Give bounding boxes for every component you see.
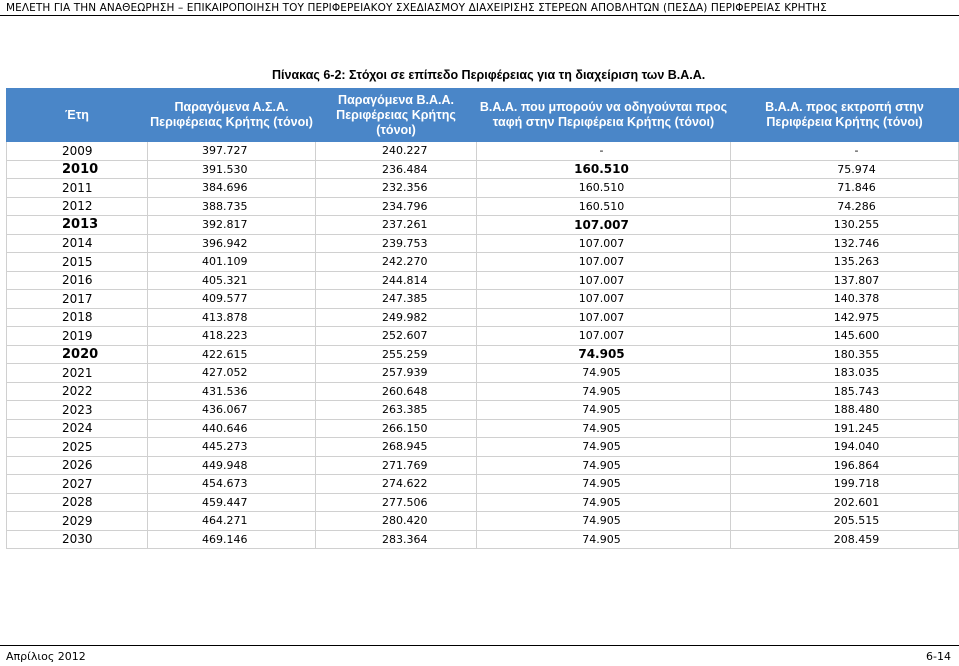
baa-landfill-cell: 74.905 (477, 512, 731, 531)
produced-asa-cell: 422.615 (148, 345, 316, 364)
header-produced-asa: Παραγόμενα Α.Σ.Α. Περιφέρειας Κρήτης (τόνοι) (148, 89, 316, 142)
year-cell: 2027 (7, 475, 148, 494)
baa-diversion-cell: 145.600 (731, 327, 959, 346)
table-caption: Πίνακας 6-2: Στόχοι σε επίπεδο Περιφέρειας για τη διαχείριση των Β.Α.Α. (272, 68, 706, 82)
produced-baa-cell: 260.648 (316, 382, 477, 401)
year-cell: 2021 (7, 364, 148, 383)
produced-baa-cell: 257.939 (316, 364, 477, 383)
produced-baa-cell: 263.385 (316, 401, 477, 420)
year-cell: 2025 (7, 438, 148, 457)
produced-asa-cell: 401.109 (148, 253, 316, 272)
produced-baa-cell: 249.982 (316, 308, 477, 327)
produced-asa-cell: 449.948 (148, 456, 316, 475)
table-row (7, 160, 959, 179)
targets-table (6, 88, 959, 549)
year-cell: 2019 (7, 327, 148, 346)
produced-asa-cell: 454.673 (148, 475, 316, 494)
baa-landfill-cell: 74.905 (477, 419, 731, 438)
header-years: Έτη (7, 89, 148, 142)
header-baa-landfill: Β.Α.Α. που μπορούν να οδηγούνται προς ταφή στην Περιφέρεια Κρήτης (τόνοι) (477, 89, 731, 142)
header-baa-diversion: Β.Α.Α. προς εκτροπή στην Περιφέρεια Κρήτης (τόνοι) (731, 89, 959, 142)
produced-baa-cell: 252.607 (316, 327, 477, 346)
table-body (7, 142, 959, 549)
table-row (7, 271, 959, 290)
header-produced-baa: Παραγόμενα Β.Α.Α. Περιφέρειας Κρήτης (τόνοι) (316, 89, 477, 142)
baa-landfill-cell: 74.905 (477, 401, 731, 420)
baa-diversion-cell: 208.459 (731, 530, 959, 549)
produced-baa-cell: 268.945 (316, 438, 477, 457)
year-cell: 2010 (7, 160, 148, 179)
baa-landfill-cell: 160.510 (477, 160, 731, 179)
produced-baa-cell: 283.364 (316, 530, 477, 549)
baa-landfill-cell: 107.007 (477, 216, 731, 235)
produced-baa-cell: 234.796 (316, 197, 477, 216)
baa-landfill-cell: 107.007 (477, 327, 731, 346)
table-row (7, 530, 959, 549)
produced-asa-cell: 391.530 (148, 160, 316, 179)
produced-baa-cell: 239.753 (316, 234, 477, 253)
baa-diversion-cell: 185.743 (731, 382, 959, 401)
table-header-row (7, 89, 959, 142)
table-row (7, 493, 959, 512)
table-row (7, 197, 959, 216)
produced-baa-cell: 277.506 (316, 493, 477, 512)
baa-landfill-cell: 74.905 (477, 364, 731, 383)
produced-baa-cell: 274.622 (316, 475, 477, 494)
baa-diversion-cell: 135.263 (731, 253, 959, 272)
year-cell: 2029 (7, 512, 148, 531)
year-cell: 2009 (7, 142, 148, 161)
produced-baa-cell: 255.259 (316, 345, 477, 364)
baa-landfill-cell: - (477, 142, 731, 161)
table-row (7, 308, 959, 327)
baa-diversion-cell: 183.035 (731, 364, 959, 383)
baa-landfill-cell: 74.905 (477, 345, 731, 364)
baa-diversion-cell: 140.378 (731, 290, 959, 309)
produced-asa-cell: 409.577 (148, 290, 316, 309)
produced-asa-cell: 413.878 (148, 308, 316, 327)
produced-baa-cell: 232.356 (316, 179, 477, 198)
produced-baa-cell: 280.420 (316, 512, 477, 531)
table-row (7, 142, 959, 161)
year-cell: 2013 (7, 216, 148, 235)
baa-diversion-cell: 142.975 (731, 308, 959, 327)
year-cell: 2024 (7, 419, 148, 438)
baa-landfill-cell: 74.905 (477, 530, 731, 549)
produced-baa-cell: 266.150 (316, 419, 477, 438)
year-cell: 2018 (7, 308, 148, 327)
baa-diversion-cell: 74.286 (731, 197, 959, 216)
baa-diversion-cell: 71.846 (731, 179, 959, 198)
produced-baa-cell: 271.769 (316, 456, 477, 475)
produced-asa-cell: 445.273 (148, 438, 316, 457)
year-cell: 2030 (7, 530, 148, 549)
table-row (7, 327, 959, 346)
baa-diversion-cell: 205.515 (731, 512, 959, 531)
produced-asa-cell: 388.735 (148, 197, 316, 216)
footer-page-number: 6-14 (926, 650, 951, 663)
table-row (7, 419, 959, 438)
produced-baa-cell: 240.227 (316, 142, 477, 161)
baa-landfill-cell: 74.905 (477, 438, 731, 457)
produced-baa-cell: 237.261 (316, 216, 477, 235)
produced-asa-cell: 396.942 (148, 234, 316, 253)
baa-diversion-cell: 75.974 (731, 160, 959, 179)
produced-asa-cell: 427.052 (148, 364, 316, 383)
baa-diversion-cell: 180.355 (731, 345, 959, 364)
year-cell: 2011 (7, 179, 148, 198)
baa-landfill-cell: 74.905 (477, 493, 731, 512)
table-row (7, 179, 959, 198)
table-row (7, 290, 959, 309)
produced-asa-cell: 436.067 (148, 401, 316, 420)
table-row (7, 234, 959, 253)
baa-landfill-cell: 160.510 (477, 179, 731, 198)
table-row (7, 438, 959, 457)
produced-asa-cell: 440.646 (148, 419, 316, 438)
baa-diversion-cell: 202.601 (731, 493, 959, 512)
footer-date: Απρίλιος 2012 (6, 650, 86, 663)
produced-asa-cell: 431.536 (148, 382, 316, 401)
baa-landfill-cell: 74.905 (477, 456, 731, 475)
table-row (7, 475, 959, 494)
produced-asa-cell: 392.817 (148, 216, 316, 235)
baa-landfill-cell: 107.007 (477, 271, 731, 290)
produced-asa-cell: 397.727 (148, 142, 316, 161)
year-cell: 2015 (7, 253, 148, 272)
produced-asa-cell: 464.271 (148, 512, 316, 531)
year-cell: 2026 (7, 456, 148, 475)
table-row (7, 456, 959, 475)
produced-asa-cell: 405.321 (148, 271, 316, 290)
baa-landfill-cell: 107.007 (477, 234, 731, 253)
table-row (7, 253, 959, 272)
year-cell: 2023 (7, 401, 148, 420)
baa-landfill-cell: 160.510 (477, 197, 731, 216)
produced-asa-cell: 384.696 (148, 179, 316, 198)
year-cell: 2012 (7, 197, 148, 216)
produced-baa-cell: 247.385 (316, 290, 477, 309)
year-cell: 2014 (7, 234, 148, 253)
produced-baa-cell: 242.270 (316, 253, 477, 272)
header-divider (0, 15, 959, 16)
baa-diversion-cell: 199.718 (731, 475, 959, 494)
year-cell: 2017 (7, 290, 148, 309)
table-row (7, 512, 959, 531)
table-row (7, 401, 959, 420)
baa-landfill-cell: 107.007 (477, 290, 731, 309)
produced-asa-cell: 469.146 (148, 530, 316, 549)
produced-baa-cell: 244.814 (316, 271, 477, 290)
baa-diversion-cell: 191.245 (731, 419, 959, 438)
produced-baa-cell: 236.484 (316, 160, 477, 179)
table-row (7, 364, 959, 383)
produced-asa-cell: 418.223 (148, 327, 316, 346)
year-cell: 2020 (7, 345, 148, 364)
baa-landfill-cell: 107.007 (477, 308, 731, 327)
year-cell: 2016 (7, 271, 148, 290)
table-row (7, 382, 959, 401)
baa-landfill-cell: 74.905 (477, 475, 731, 494)
baa-diversion-cell: 194.040 (731, 438, 959, 457)
baa-diversion-cell: 130.255 (731, 216, 959, 235)
baa-landfill-cell: 107.007 (477, 253, 731, 272)
footer-divider (0, 645, 959, 646)
produced-asa-cell: 459.447 (148, 493, 316, 512)
document-header: ΜΕΛΕΤΗ ΓΙΑ ΤΗΝ ΑΝΑΘΕΩΡΗΣΗ – ΕΠΙΚΑΙΡΟΠΟΙΗΣΗ ΤΟΥ ΠΕΡΙΦΕΡΕΙΑΚΟΥ ΣΧΕΔΙΑΣΜΟΥ ΔΙΑΧΕΙΡΙΣΗΣ ΣΤΕΡΕΩΝ ΑΠΟΒΛΗΤΩΝ (ΠΕΣΔΑ) ΠΕΡΙΦΕΡΕΙΑΣ ΚΡΗΤΗΣ (6, 2, 827, 14)
table-row (7, 216, 959, 235)
baa-diversion-cell: 132.746 (731, 234, 959, 253)
year-cell: 2028 (7, 493, 148, 512)
table-row (7, 345, 959, 364)
baa-diversion-cell: - (731, 142, 959, 161)
year-cell: 2022 (7, 382, 148, 401)
baa-diversion-cell: 137.807 (731, 271, 959, 290)
baa-landfill-cell: 74.905 (477, 382, 731, 401)
baa-diversion-cell: 196.864 (731, 456, 959, 475)
baa-diversion-cell: 188.480 (731, 401, 959, 420)
